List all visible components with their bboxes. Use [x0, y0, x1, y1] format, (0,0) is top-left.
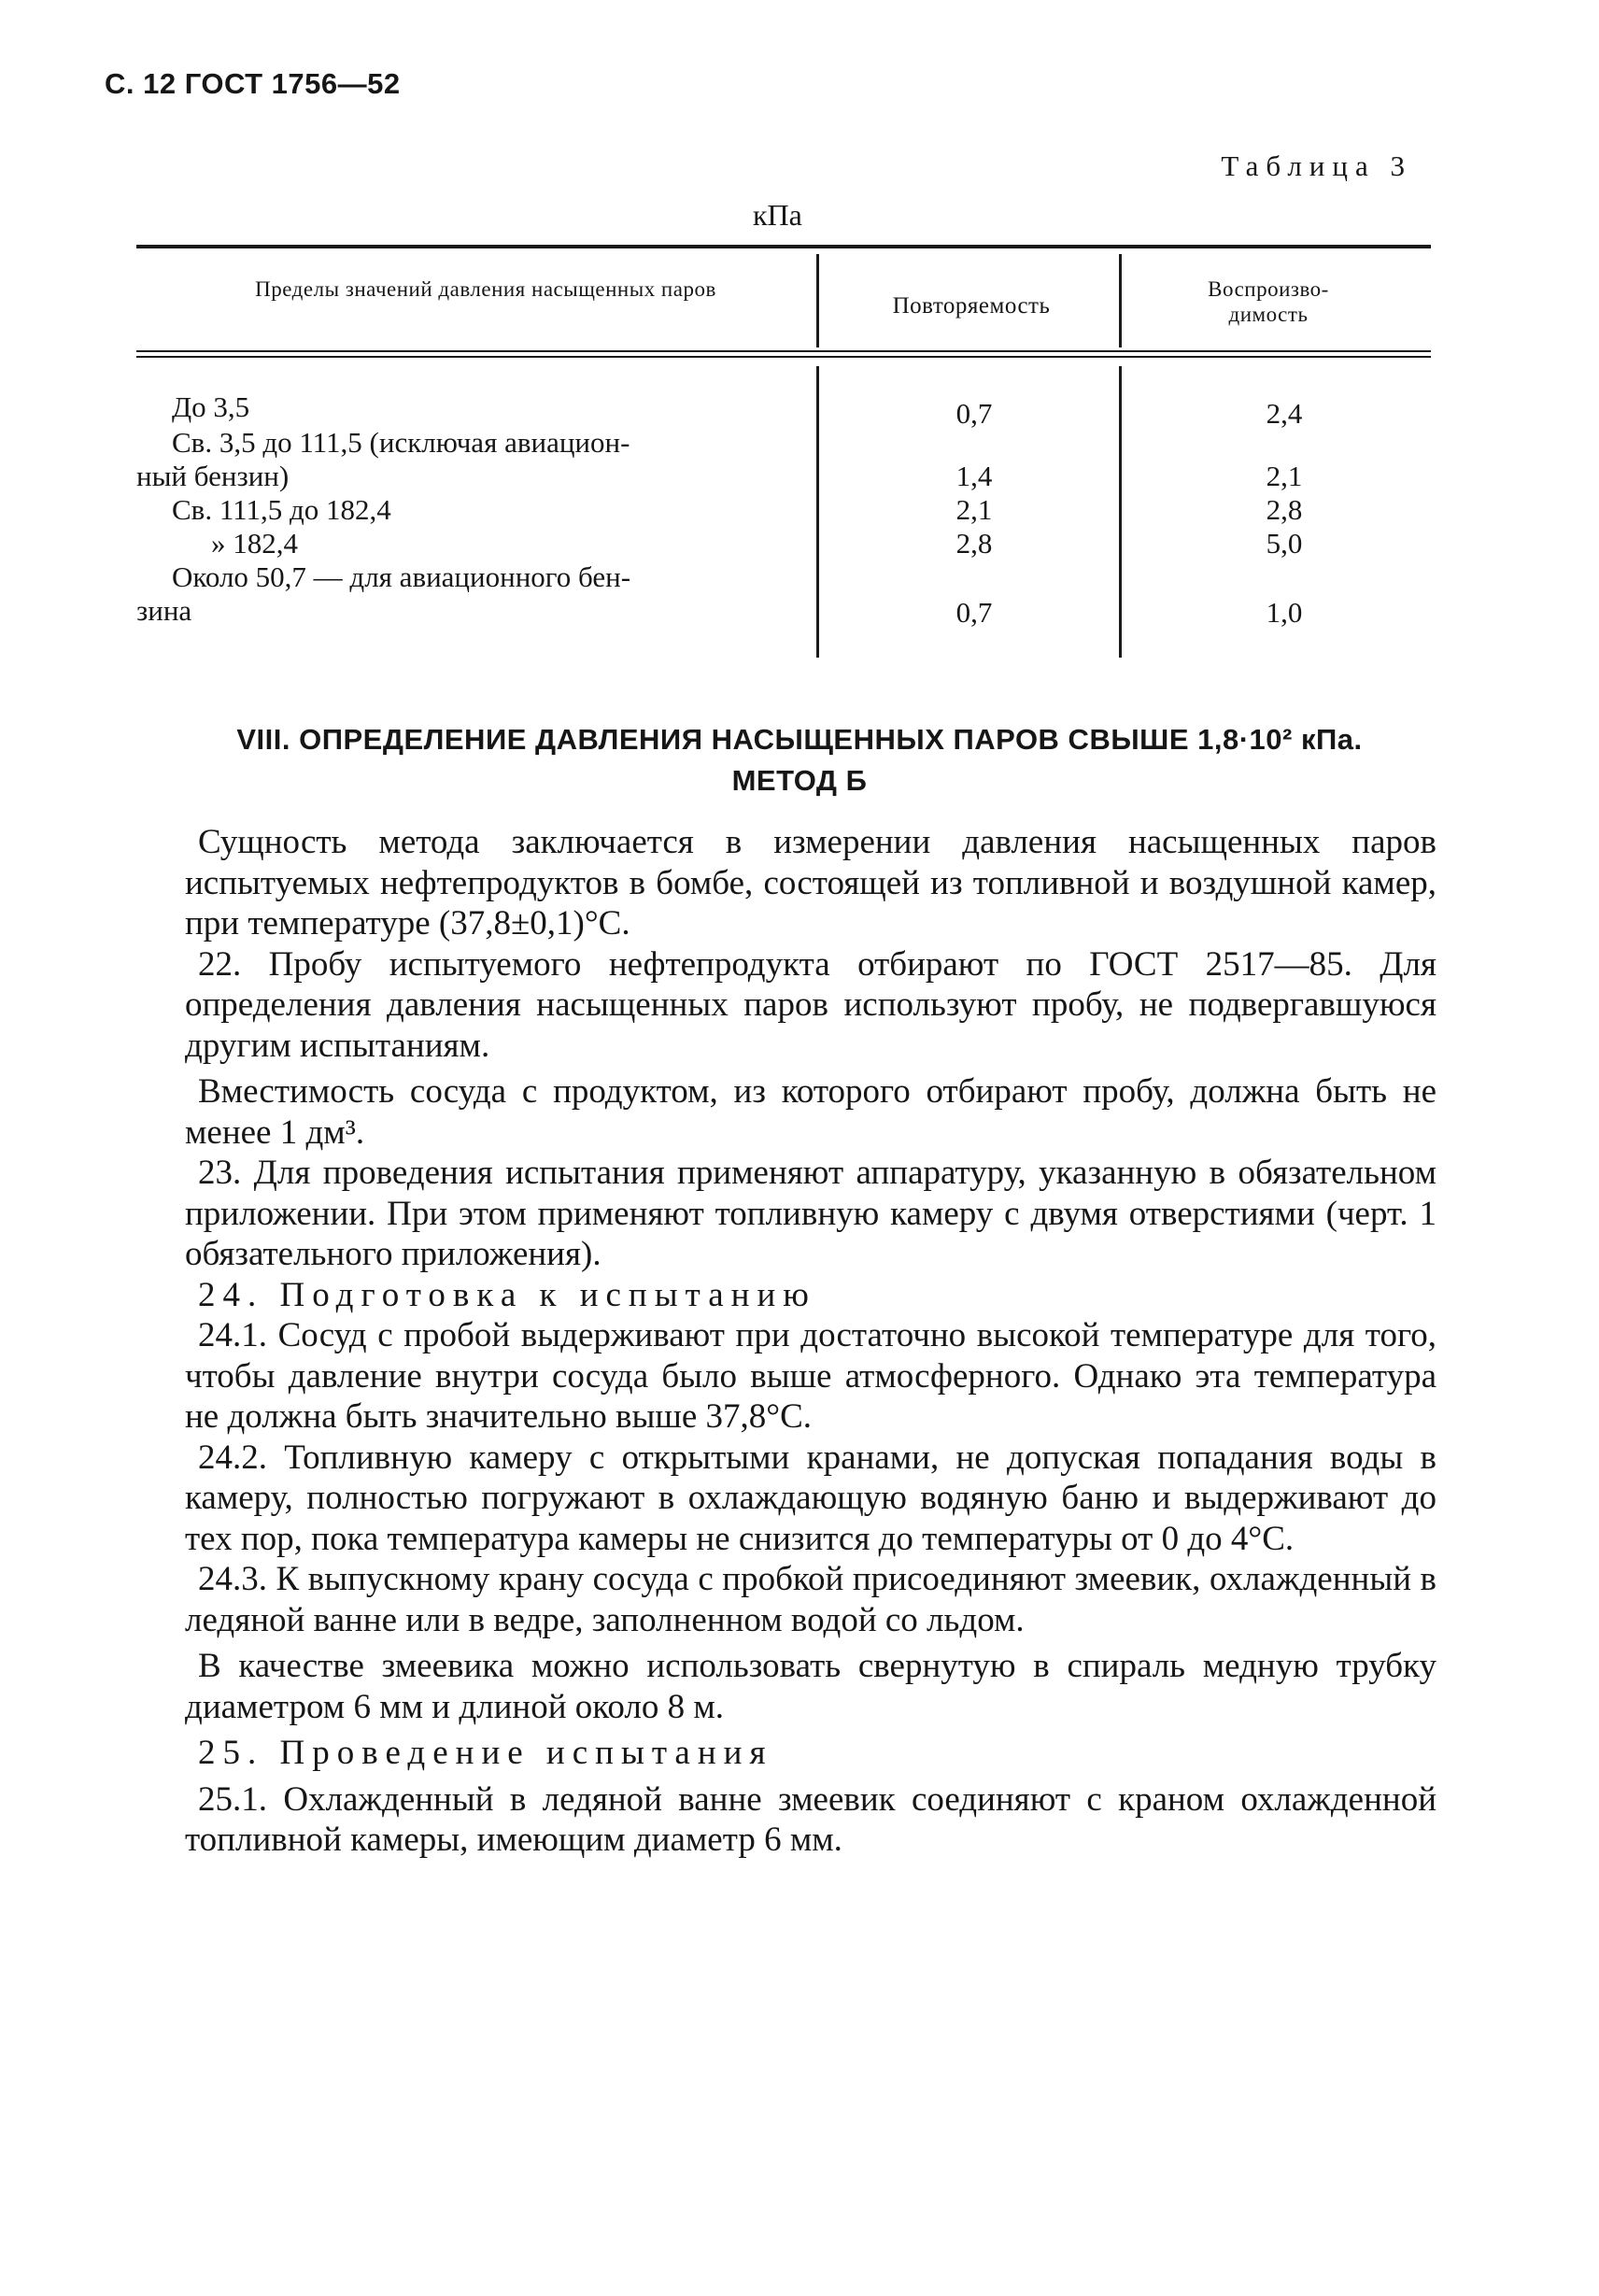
subsection-heading: 25. Проведение испытания — [198, 1734, 773, 1772]
column-divider — [816, 254, 819, 347]
body-text — [185, 822, 1436, 1861]
paragraph: Сущность метода заключается в измерении давления насыщенных паров испытуемых нефтепродуктов в бомбе, состоящей из топливной и воздушной камер, при температуре (37,8±0,1)°С. — [185, 823, 1436, 942]
paragraph: 24.1. Сосуд с пробой выдерживают при достаточно высокой температуре для того, чтобы давление внутри сосуда было выше атмосферного. Однако эта температура не должна быть значительно выше 37,8°С. — [185, 1316, 1436, 1436]
column-header: Повторяемость — [892, 293, 1051, 319]
paragraph: 25.1. Охлажденный в ледяной ванне змеевик соединяют с краном охлажденной топливной камеры, имеющим диаметр 6 мм. — [185, 1779, 1436, 1859]
paragraph: 23. Для проведения испытания применяют аппаратуру, указанную в обязательном приложении. При этом применяют топливную камеру с двумя отверстиями (черт. 1 обязательного приложения). — [185, 1154, 1436, 1273]
paragraph: 22. Пробу испытуемого нефтепродукта отбирают по ГОСТ 2517—85. Для определения давления насыщенных паров используют пробу, не подвергавшуюся другим испытаниям. — [185, 944, 1436, 1065]
table-top-rule — [136, 245, 1431, 248]
page-header: С. 12 ГОСТ 1756—52 — [105, 67, 401, 100]
paragraph: В качестве змеевика можно использовать свернутую в спираль медную трубку диаметром 6 мм и длиной около 8 м. — [185, 1647, 1436, 1726]
table-cell-range: До 3,5 — [172, 390, 250, 423]
table-cell-range: зина — [136, 594, 192, 627]
subsection-heading: 24. Подготовка к испытанию — [198, 1275, 816, 1314]
paragraph: Вместимость сосуда с продуктом, из которого отбирают пробу, должна быть не менее 1 дм³. — [185, 1072, 1436, 1152]
table-cell-reproducibility: 2,4 — [1266, 397, 1303, 430]
table-cell-range: » 182,4 — [211, 527, 298, 560]
header-rule-1 — [136, 350, 1431, 352]
table-cell-reproducibility: 2,1 — [1266, 460, 1303, 492]
table-cell-reproducibility: 1,0 — [1266, 596, 1303, 629]
table-cell-repeatability: 2,8 — [955, 527, 993, 560]
table-cell-range: Св. 111,5 до 182,4 — [172, 493, 391, 526]
column-header: Воспроизво-димость — [1208, 277, 1329, 326]
table-cell-reproducibility: 5,0 — [1266, 527, 1303, 560]
table-cell-repeatability: 1,4 — [955, 460, 993, 492]
table-cell-range: ный бензин) — [136, 460, 290, 492]
table-cell-reproducibility: 2,8 — [1266, 493, 1303, 526]
column-divider — [1119, 366, 1122, 658]
section-title-line: МЕТОД Б — [731, 764, 868, 797]
header-rule-2 — [136, 356, 1431, 358]
table-cell-repeatability: 0,7 — [955, 397, 993, 430]
section-title — [105, 719, 1494, 801]
table-cell-range: Около 50,7 — для авиационного бен- — [172, 560, 631, 593]
column-header: Пределы значений давления насыщенных паров — [255, 277, 716, 301]
column-divider — [1119, 254, 1122, 347]
section-title-line: VIII. ОПРЕДЕЛЕНИЕ ДАВЛЕНИЯ НАСЫЩЕННЫХ ПАРОВ СВЫШЕ 1,8·10² кПа. — [236, 723, 1363, 756]
table-label: Таблица 3 — [1221, 149, 1412, 182]
table-cell-repeatability: 2,1 — [955, 493, 993, 526]
paragraph: 24.2. Топливную камеру с открытыми кранами, не допуская попадания воды в камеру, полностью погружают в охлаждающую водяную баню и выдерживают до тех пор, пока температура камеры не снизится до температуры от 0 до 4°С. — [185, 1438, 1436, 1558]
paragraph: 24.3. К выпускному крану сосуда с пробкой присоединяют змеевик, охлажденный в ледяной ванне или в ведре, заполненном водой со льдом. — [185, 1560, 1436, 1639]
table-unit: кПа — [753, 198, 802, 232]
column-divider — [816, 366, 819, 658]
table-cell-repeatability: 0,7 — [955, 596, 993, 629]
table-cell-range: Св. 3,5 до 111,5 (исключая авиацион- — [172, 426, 630, 459]
